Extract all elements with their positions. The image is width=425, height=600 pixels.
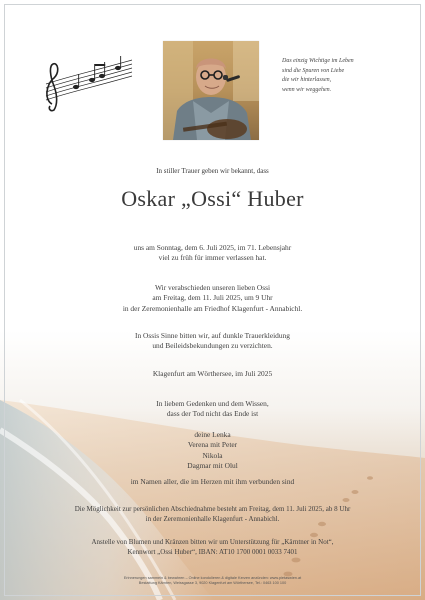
donation-line: Anstelle von Blumen und Kränzen bitten wir um Unterstützung für „Kärntner in Not“, (91, 538, 334, 546)
family-member: Dagmar mit Olul (187, 460, 238, 470)
footer-info (0, 576, 425, 586)
quote-line: die wir hinterlassen, (282, 77, 332, 84)
farewell-notice (0, 283, 425, 314)
portrait-photo (163, 41, 259, 140)
wish-notice (0, 331, 425, 352)
music-notes-icon (40, 54, 136, 112)
others-text: im Namen aller, die im Herzen mit ihm verbunden sind (130, 477, 295, 486)
farewell-line: in der Zeremonienhalle am Friedhof Klagenfurt - Annabichl. (122, 303, 303, 313)
footer-line: Erinnerungen sammeln & bewahren – Online kondolieren & digitale Kerzen anzünden: www.pietaswien.at (123, 576, 302, 580)
viewing-notice (0, 504, 425, 524)
family-list (0, 430, 425, 471)
donation-notice (0, 537, 425, 557)
remembrance-line: In liebem Gedenken und dem Wissen, (156, 399, 269, 408)
family-member: deine Lenka (194, 430, 231, 439)
viewing-line: in der Zeremonienhalle Klagenfurt - Annabichl. (145, 515, 280, 523)
family-member: Verena mit Peter (187, 440, 238, 450)
donation-line: Kennwort „Ossi Huber“, IBAN: AT10 1700 0001 0033 7401 (127, 548, 298, 556)
farewell-line: Wir verabschieden unseren lieben Ossi (154, 283, 271, 292)
quote-line: wenn wir weggehen. (282, 86, 332, 93)
farewell-line: am Freitag, dem 11. Juli 2025, um 9 Uhr (152, 293, 273, 303)
deceased-name: Oskar „Ossi“ Huber (121, 186, 304, 211)
quote-line: sind die Spuren von Liebe (282, 67, 345, 74)
place-date: Klagenfurt am Wörthersee, im Juli 2025 (152, 369, 273, 378)
remembrance-line: dass der Tod nicht das Ende ist (166, 409, 259, 419)
quote-line: Das einzig Wichtige im Leben (282, 58, 354, 64)
death-line: uns am Sonntag, dem 6. Juli 2025, im 71. Lebensjahr (133, 243, 292, 252)
footer-line: Bestattung Kärnten, Weissgasse 3, 9020 Klagenfurt am Wörthersee, Tel.: 0463 100 100 (138, 581, 287, 585)
wish-line: und Beileidsbekundungen zu verzichten. (152, 341, 273, 351)
death-line: viel zu früh für immer verlassen hat. (158, 253, 267, 263)
death-notice (0, 243, 425, 264)
memorial-quote (282, 57, 390, 95)
announcement-text: In stiller Trauer geben wir bekannt, dass (156, 167, 269, 175)
family-member: Nikola (202, 450, 223, 460)
wish-line: In Ossis Sinne bitten wir, auf dunkle Trauerkleidung (135, 331, 290, 340)
remembrance-text (0, 399, 425, 420)
viewing-line: Die Möglichkeit zur persönlichen Abschiednahme besteht am Freitag, dem 11. Juli 2025, ab 8 Uhr (74, 505, 351, 513)
